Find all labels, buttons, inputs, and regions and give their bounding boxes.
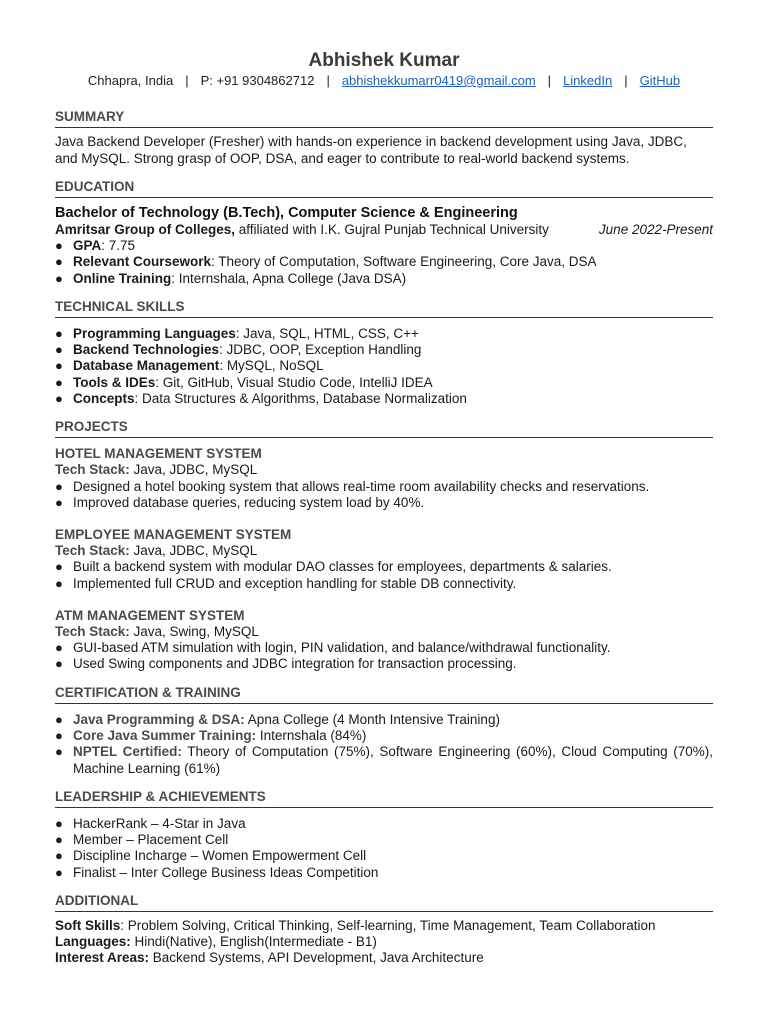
email-link[interactable]: abhishekkumarr0419@gmail.com (341, 73, 536, 88)
bullet-icon: ● (55, 270, 63, 286)
tech-stack (55, 624, 713, 640)
certification-section (55, 685, 713, 777)
list-item (55, 495, 713, 511)
bullet-icon: ● (55, 342, 63, 358)
separator: | (547, 73, 552, 88)
bullet-icon: ● (55, 744, 63, 760)
location: Chhapra, India (87, 73, 174, 88)
tech-stack-value: Java, JDBC, MySQL (129, 462, 258, 478)
bullet-icon: ● (55, 656, 63, 672)
separator: | (185, 73, 189, 88)
bullet-icon: ● (55, 478, 63, 494)
phone: P: +91 9304862712 (200, 73, 315, 88)
list-item (55, 479, 713, 495)
list-item (55, 375, 713, 391)
list-item (55, 576, 713, 592)
item-value: : MySQL, NoSQL (219, 358, 324, 374)
list-item (55, 254, 713, 270)
projects-section (55, 419, 713, 673)
list-item (55, 816, 713, 832)
bullet-icon: ● (55, 374, 63, 390)
tech-stack (55, 462, 713, 478)
bullet-icon: ● (55, 848, 63, 864)
item-label: Concepts (73, 390, 135, 406)
certification-list (55, 712, 713, 777)
list-item (55, 238, 713, 254)
bullet-text: Built a backend system with modular DAO classes for employees, departments & salaries. (73, 559, 612, 575)
list-item (55, 744, 713, 776)
education-list (55, 238, 713, 287)
education-date: June 2022-Present (598, 222, 713, 238)
list-item (55, 326, 713, 342)
summary-text: Java Backend Developer (Fresher) with hands-on experience in backend development using Java, JDBC, and MySQL. Strong grasp of OOP, DSA, and eager to contribute to real-world backend systems. (55, 134, 687, 166)
list-item (55, 865, 713, 881)
bullet-icon: ● (55, 390, 63, 406)
item-label: Tools & IDEs (73, 374, 156, 390)
bullet-icon: ● (55, 254, 63, 270)
item-value: Internshala (84%) (256, 728, 367, 744)
bullet-icon: ● (55, 358, 63, 374)
education-section (55, 179, 713, 287)
tech-stack-label: Tech Stack: (55, 624, 130, 640)
item-text: HackerRank – 4-Star in Java (73, 815, 246, 831)
item-value: : Data Structures & Algorithms, Database Normalization (134, 390, 467, 406)
soft-skills (55, 918, 713, 934)
tech-stack-label: Tech Stack: (55, 543, 130, 559)
item-value: : Git, GitHub, Visual Studio Code, IntelliJ IDEA (155, 374, 433, 390)
bullet-icon: ● (55, 326, 63, 342)
tech-stack-label: Tech Stack: (55, 462, 130, 478)
section-title-education: EDUCATION (55, 179, 713, 198)
contact-line (55, 73, 713, 89)
bullet-icon: ● (55, 728, 63, 744)
bullet-text: Used Swing components and JDBC integration for transaction processing. (73, 656, 517, 672)
bullet-icon: ● (55, 832, 63, 848)
list-item (55, 848, 713, 864)
list-item (55, 342, 713, 358)
additional-section (55, 893, 713, 967)
item-value: Theory of Computation (75%), Software Engineering (60%), Cloud Computing (70%), Machine Learning (61%) (73, 744, 713, 776)
languages (55, 934, 713, 950)
bullet-text: Designed a hotel booking system that allows real-time room availability checks and reservations. (73, 478, 650, 494)
item-label: Database Management (73, 358, 220, 374)
separator: | (326, 73, 330, 88)
section-title-certification: CERTIFICATION & TRAINING (55, 685, 713, 704)
project-bullets (55, 479, 713, 511)
list-item (55, 656, 713, 672)
list-item (55, 271, 713, 287)
institution-name: Amritsar Group of Colleges, (55, 222, 236, 238)
section-title-summary: SUMMARY (55, 109, 713, 128)
project-employee (55, 527, 713, 592)
candidate-name: Abhishek Kumar (308, 50, 460, 71)
degree-title: Bachelor of Technology (B.Tech), Computer Science & Engineering (55, 205, 518, 222)
list-item (55, 640, 713, 656)
bullet-icon: ● (55, 575, 63, 591)
project-title: HOTEL MANAGEMENT SYSTEM (55, 446, 262, 462)
section-title-skills: TECHNICAL SKILLS (55, 299, 713, 318)
item-label: Soft Skills (55, 917, 121, 933)
project-atm (55, 608, 713, 673)
item-value: : Internshala, Apna College (Java DSA) (171, 270, 407, 286)
item-value: : Theory of Computation, Software Engineering, Core Java, DSA (211, 254, 597, 270)
item-text: Finalist – Inter College Business Ideas Competition (73, 864, 379, 880)
leadership-section (55, 789, 713, 881)
item-value: : JDBC, OOP, Exception Handling (219, 342, 422, 358)
section-title-leadership: LEADERSHIP & ACHIEVEMENTS (55, 789, 713, 808)
skills-section (55, 299, 713, 407)
project-title: EMPLOYEE MANAGEMENT SYSTEM (55, 527, 292, 543)
item-text: Member – Placement Cell (73, 832, 229, 848)
item-label: Interest Areas: (55, 950, 150, 966)
interest-areas (55, 950, 713, 966)
item-value: Backend Systems, API Development, Java Architecture (149, 950, 484, 966)
list-item (55, 559, 713, 575)
tech-stack (55, 543, 713, 559)
institution-line (55, 222, 549, 238)
section-title-additional: ADDITIONAL (55, 893, 713, 912)
item-label: NPTEL Certified: (73, 744, 182, 760)
project-bullets (55, 559, 713, 591)
item-text: Discipline Incharge – Women Empowerment Cell (73, 848, 367, 864)
list-item (55, 391, 713, 407)
institution-row (55, 222, 713, 238)
item-label: Java Programming & DSA: (73, 711, 245, 727)
leadership-list (55, 816, 713, 881)
project-title: ATM MANAGEMENT SYSTEM (55, 607, 245, 623)
tech-stack-value: Java, JDBC, MySQL (129, 543, 258, 559)
institution-affiliation: affiliated with I.K. Gujral Punjab Technical University (235, 222, 549, 238)
summary-section (55, 109, 713, 167)
item-label: Languages: (55, 934, 131, 950)
linkedin-link[interactable]: LinkedIn (563, 73, 613, 88)
bullet-icon: ● (55, 559, 63, 575)
list-item (55, 358, 713, 374)
item-label: GPA (73, 238, 102, 254)
bullet-icon: ● (55, 640, 63, 656)
item-value: Hindi(Native), English(Intermediate - B1) (130, 934, 377, 950)
bullet-icon: ● (55, 864, 63, 880)
bullet-icon: ● (55, 238, 63, 254)
section-title-projects: PROJECTS (55, 419, 713, 438)
item-value: : Java, SQL, HTML, CSS, C++ (235, 326, 419, 342)
separator: | (624, 73, 628, 88)
bullet-text: GUI-based ATM simulation with login, PIN validation, and balance/withdrawal functionality. (73, 640, 611, 656)
project-hotel (55, 446, 713, 511)
item-label: Online Training (73, 270, 172, 286)
item-label: Core Java Summer Training: (73, 728, 257, 744)
tech-stack-value: Java, Swing, MySQL (129, 624, 259, 640)
item-label: Backend Technologies (73, 342, 220, 358)
list-item (55, 728, 713, 744)
bullet-icon: ● (55, 494, 63, 510)
bullet-icon: ● (55, 711, 63, 727)
item-value: Apna College (4 Month Intensive Training) (244, 711, 500, 727)
item-value: : 7.75 (101, 238, 136, 254)
list-item (55, 712, 713, 728)
item-label: Programming Languages (73, 326, 236, 342)
resume-page (55, 50, 713, 967)
bullet-text: Improved database queries, reducing system load by 40%. (73, 494, 425, 510)
item-value: : Problem Solving, Critical Thinking, Self-learning, Time Management, Team Collaboration (120, 917, 656, 933)
list-item (55, 832, 713, 848)
github-link[interactable]: GitHub (639, 73, 681, 88)
bullet-text: Implemented full CRUD and exception handling for stable DB connectivity. (73, 575, 517, 591)
project-bullets (55, 640, 713, 672)
item-label: Relevant Coursework (73, 254, 212, 270)
bullet-icon: ● (55, 815, 63, 831)
skills-list (55, 326, 713, 407)
